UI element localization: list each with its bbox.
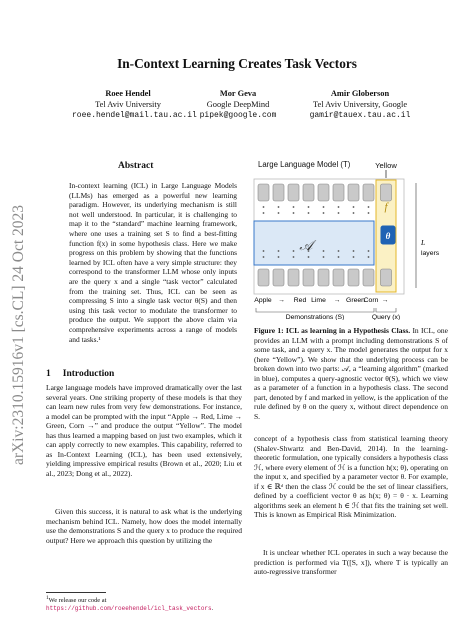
hidden-state-box <box>318 184 329 201</box>
layer-dot <box>368 256 370 258</box>
figure-caption <box>254 326 448 421</box>
demonstrations-label: Demonstrations (S) <box>285 314 345 320</box>
author-block <box>294 88 426 121</box>
abstract-text: In-context learning (ICL) in Large Language Models (LLMs) has emerged as a powerful new learning paradigm. However, its underlying mechanism is still not well understood. In particular, it is challenging to map it to the “standard” machine learning framework, where one uses a training set S to find a best-fitting function f(x) in some hypothesis class. Here we make progress on this problem by showing that the functions learned by ICL often have a very simple structure: they correspond to the transformer LLM whose only inputs are the query x and a single “task vector” calculated from the training set. Thus, ICL can be seen as compressing S into a single task vector θ(S) and then using this task vector to modulate the transformer to produce the output. We support the above claim via comprehensive experiments across a range of models and tasks.¹ <box>69 181 237 344</box>
layer-dot <box>293 206 295 208</box>
layer-dot <box>263 256 265 258</box>
hidden-state-box <box>273 269 284 286</box>
intro-paragraph: It is unclear whether ICL operates in such a way because the prediction is performed via T([S, x]), where T is typically an auto-regressive transformer <box>254 548 448 577</box>
hidden-state-box <box>258 269 269 286</box>
author-block <box>72 88 197 121</box>
theta-label: θ <box>385 231 391 241</box>
footnote-rule <box>46 592 106 593</box>
algorithm-label: 𝒜 <box>299 239 313 254</box>
figure-diagram <box>246 158 456 320</box>
query-label: Query (x) <box>371 314 401 320</box>
layer-dot <box>278 206 280 208</box>
intro-paragraph: Given this success, it is natural to ask what is the underlying mechanism behind ICL. Namely, how does the model internally use the demonstrations S and the query x to produce the required output? Here we approach this question by utilizing the <box>46 507 242 545</box>
intro-paragraph: concept of a hypothesis class from statistical learning theory (Shalev-Shwartz and Ben-David, 2014). In the learning-theoretic formulation, one typically considers a hypothesis class ℋ, where every element of ℋ is a function h(x; θ), operating on the input x, and specified by a parameter vector θ. For example, if x ∈ ℝᵈ then the class ℋ could be the set of linear classifiers, defined by a coefficient vector θ as h(x; θ) = θ · x. Learning algorithms seek an element h ∈ ℋ that fits the training set well. This is known as Empirical Risk Minimization. <box>254 434 448 520</box>
layer-dot <box>368 206 370 208</box>
author-name: Roee Hendel <box>105 89 151 98</box>
layer-dot <box>323 250 325 252</box>
input-token: → <box>278 297 285 304</box>
intro-paragraph: Large language models have improved dramatically over the last several years. One striking property of these models is that they can learn new rules from very few demonstrations. For instance, a model can be prompted with the input “Apple → Red, Lime → Green, Corn →” and produce the output “Yellow”. The model has thus learned a mapping based on just two examples, which it can apply correctly to new examples. This capability, referred to as In-Context Learning (ICL), has been used extensively, yielding impressive empirical results (Brown et al., 2020; Liu et al., 2023; Dong et al., 2022). <box>46 383 242 478</box>
layer-dot <box>263 250 265 252</box>
hidden-state-box <box>288 184 299 201</box>
author-name: Amir Globerson <box>330 89 390 98</box>
caption-text: In ICL, one provides an LLM with a prompt including demonstrations S of some task, and a query x. The model generates the output for x (here “Yellow”). We show that the underlying process can be broken down into two parts: 𝒜, a “learning algorithm” (marked in blue), computes a query-agnostic vector θ(S), which we view as a parameter of a function in a hypothesis class. The second part, denoted by f and marked in yellow, is the application of the rule defined by θ on the query x, without direct dependence on S. <box>254 326 449 421</box>
author-email: roee.hendel@mail.tau.ac.il <box>72 111 197 120</box>
layer-dot <box>263 212 265 214</box>
layer-dot <box>323 212 325 214</box>
layer-dot <box>368 212 370 214</box>
layer-dot <box>263 206 265 208</box>
hidden-state-box <box>333 184 344 201</box>
abstract-heading: Abstract <box>118 161 154 171</box>
section-title: Introduction <box>62 369 115 379</box>
hidden-state-box <box>363 269 374 286</box>
layer-dot <box>353 250 355 252</box>
footnote <box>46 594 242 613</box>
layer-dot <box>338 212 340 214</box>
caption-title: ICL as learning in a Hypothesis Class. <box>285 326 411 335</box>
layer-dot <box>353 256 355 258</box>
hidden-state-box <box>303 269 314 286</box>
layer-dot <box>293 256 295 258</box>
caption-label: Figure 1: <box>254 326 284 335</box>
footnote-text: We release our code at <box>48 597 107 605</box>
model-label: Large Language Model (T) <box>258 160 351 169</box>
hidden-state-box <box>333 269 344 286</box>
footnote-mark: 1 <box>46 595 49 601</box>
layers-count: L <box>421 238 426 247</box>
author-affiliation: Tel Aviv University, Google <box>312 100 408 109</box>
input-token: Green <box>346 297 365 304</box>
yellow-label: Yellow <box>375 161 397 170</box>
input-token: Lime <box>311 297 326 304</box>
hidden-state-box <box>318 269 329 286</box>
demonstrations-brace <box>256 308 374 312</box>
author-affiliation: Google DeepMind <box>206 100 270 109</box>
hidden-state-box <box>348 269 359 286</box>
query-state-box <box>381 269 392 286</box>
layer-dot <box>338 250 340 252</box>
layer-dot <box>278 250 280 252</box>
query-state-box <box>381 184 392 201</box>
input-token: → <box>333 297 341 304</box>
arxiv-stamp: arXiv:2310.15916v1 [cs.CL] 24 Oct 2023 <box>10 204 27 466</box>
layer-dot <box>308 256 310 258</box>
footnote-end: . <box>211 605 214 613</box>
layer-dot <box>323 206 325 208</box>
layer-dot <box>308 206 310 208</box>
query-brace <box>376 308 396 312</box>
layer-dot <box>308 212 310 214</box>
author-name: Mor Geva <box>219 89 257 98</box>
figure-1 <box>246 158 456 320</box>
author-affiliation: Tel Aviv University <box>95 100 161 109</box>
function-label: f <box>384 201 388 213</box>
section-heading <box>46 369 114 379</box>
layer-dot <box>353 206 355 208</box>
input-token: Corn <box>363 297 379 304</box>
layer-dot <box>293 250 295 252</box>
hidden-state-box <box>273 184 284 201</box>
hidden-state-box <box>303 184 314 201</box>
layer-dot <box>323 256 325 258</box>
hidden-state-box <box>363 184 374 201</box>
author-email: gamir@tauex.tau.ac.il <box>309 111 411 120</box>
layer-dot <box>278 212 280 214</box>
algorithm-region <box>254 221 374 265</box>
layer-dot <box>353 212 355 214</box>
layer-dot <box>338 256 340 258</box>
layers-label: layers <box>421 250 440 257</box>
layer-dot <box>338 206 340 208</box>
author-block <box>190 88 286 121</box>
paper-title: In-Context Learning Creates Task Vectors <box>117 56 357 71</box>
hidden-state-box <box>288 269 299 286</box>
input-token: Apple <box>254 297 272 304</box>
footnote-link[interactable]: https://github.com/roeehendel/icl_task_vectors <box>46 605 212 613</box>
author-email: pipek@google.com <box>199 111 277 120</box>
layer-dot <box>293 212 295 214</box>
input-token: Red <box>293 297 307 304</box>
layer-dot <box>278 256 280 258</box>
input-token: → <box>381 297 389 304</box>
layer-dot <box>368 250 370 252</box>
section-number: 1 <box>46 369 51 379</box>
hidden-state-box <box>348 184 359 201</box>
hidden-state-box <box>258 184 269 201</box>
